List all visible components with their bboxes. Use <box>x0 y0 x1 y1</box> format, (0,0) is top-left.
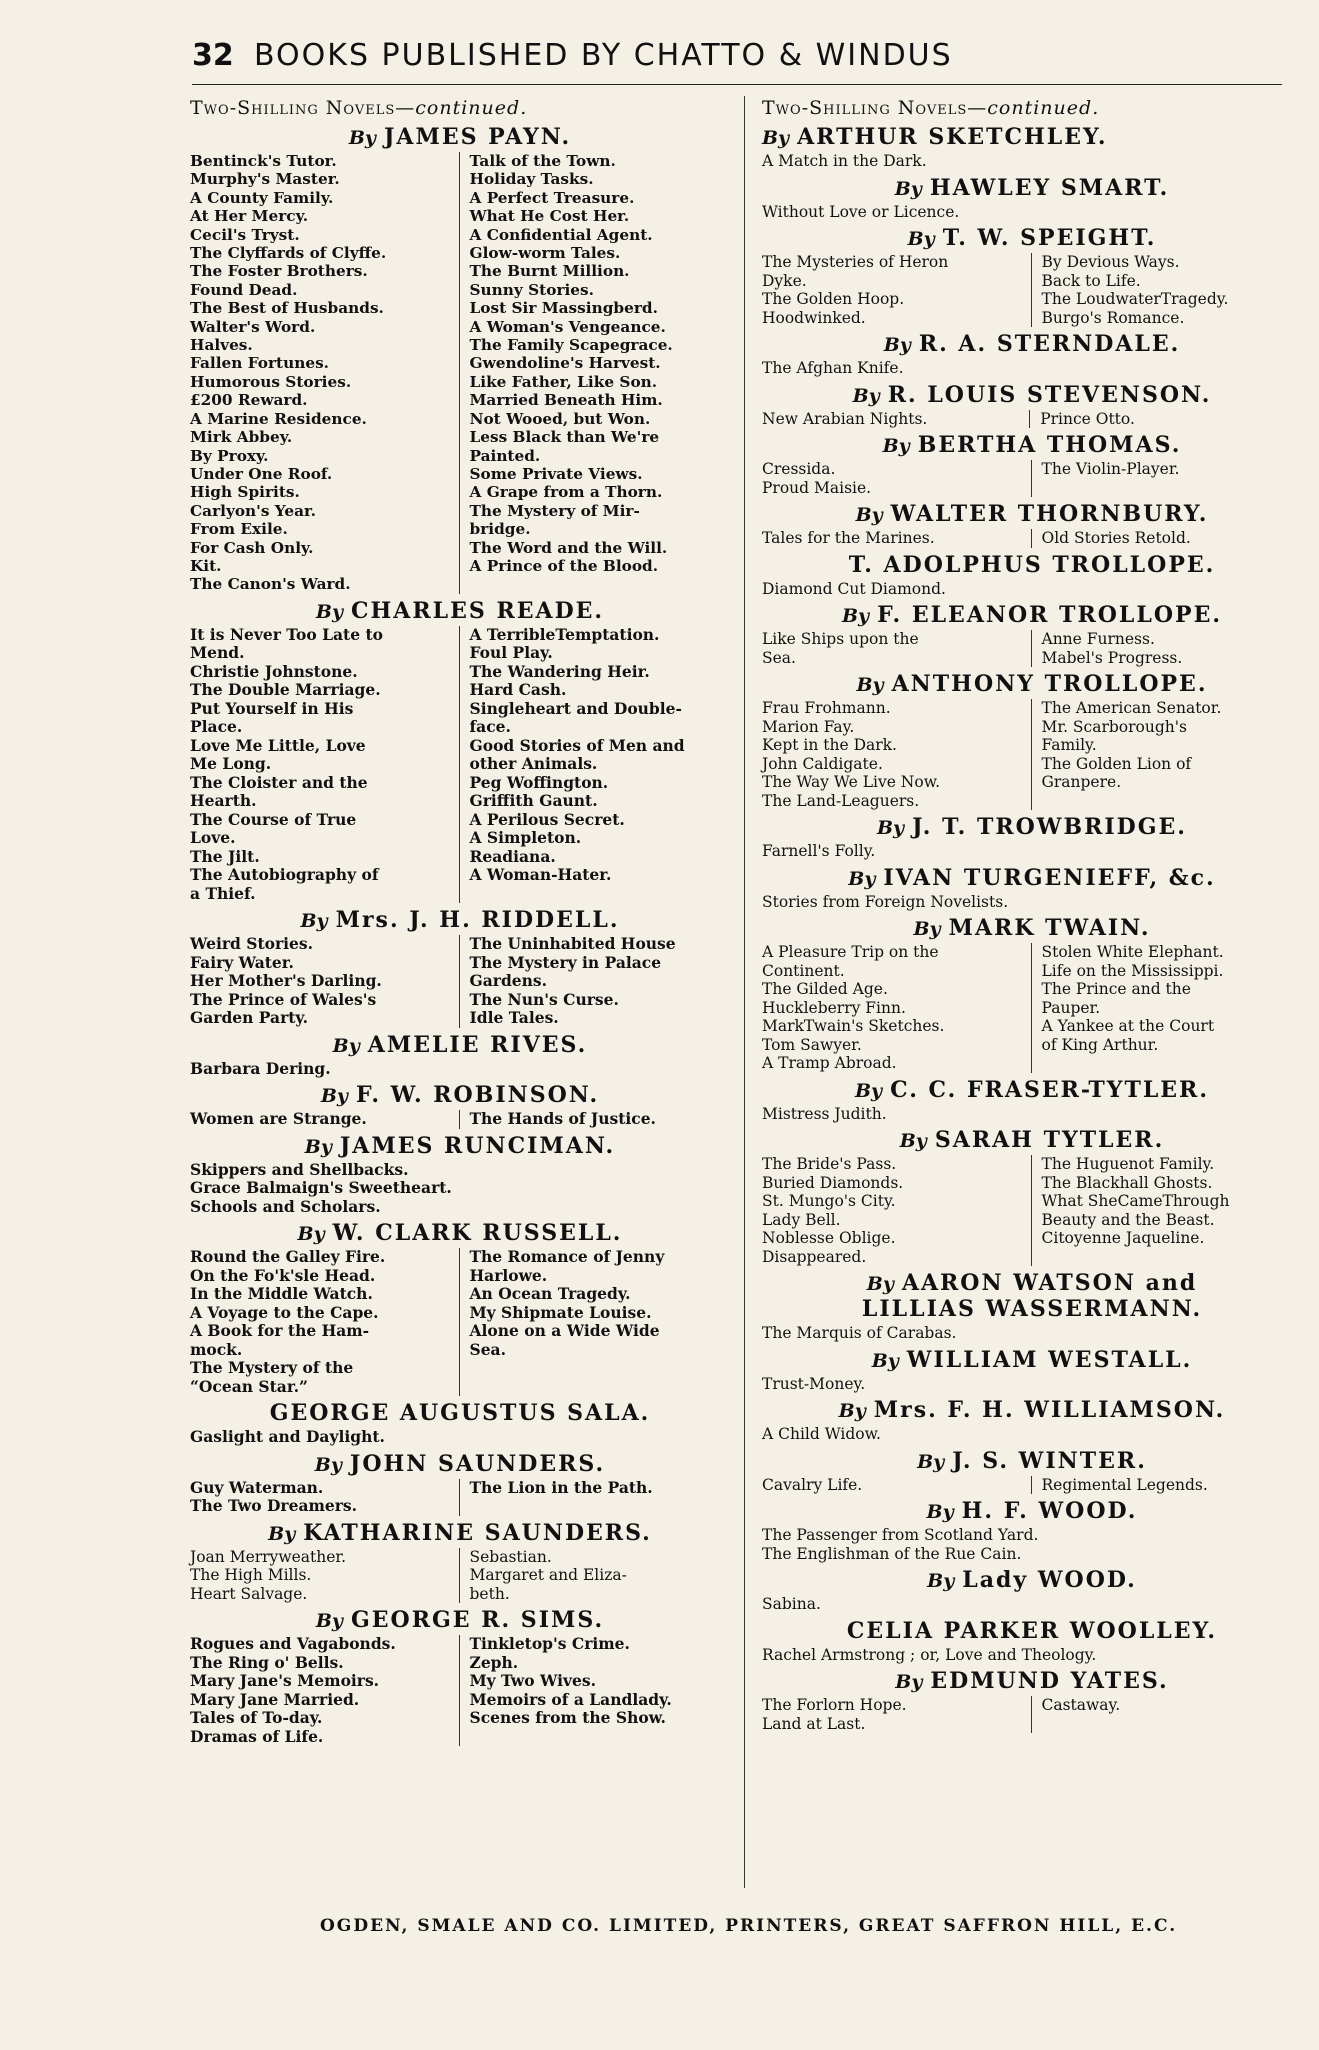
title-list <box>762 842 1302 861</box>
book-title: Fairy Water. <box>190 952 294 972</box>
author-heading: By F. W. ROBINSON. <box>320 1082 600 1109</box>
book-title: The Golden Lion of Granpere. <box>1041 754 1192 791</box>
book-title: The Wandering Heir. <box>469 661 650 681</box>
book-title: Sunny Stories. <box>469 280 594 299</box>
book-title: Griffith Gaunt. <box>469 791 598 811</box>
book-title: Walter's Word. <box>190 317 316 336</box>
book-title: For Cash Only. <box>190 538 314 557</box>
book-title: The Mystery in Palace Gardens. <box>469 952 662 991</box>
title-list <box>762 1425 1302 1444</box>
book-title: Proud Maisie. <box>762 478 872 497</box>
book-title: A Voyage to the Cape. <box>190 1302 379 1322</box>
book-title: Tinkletop's Crime. <box>469 1634 630 1654</box>
author-heading: By KATHARINE SAUNDERS. <box>268 1519 652 1546</box>
book-title: Women are Strange. <box>190 1109 367 1129</box>
title-list <box>762 1476 1302 1495</box>
book-title: Mirk Abbey. <box>190 428 293 447</box>
book-title: Rachel Armstrong ; or, Love and Theology. <box>762 1645 1097 1664</box>
title-list <box>762 1696 1302 1733</box>
book-title: Dramas of Life. <box>190 1726 324 1746</box>
book-title: The Violin-Player. <box>1041 460 1180 478</box>
book-title: Christie Johnstone. <box>190 661 358 681</box>
book-title: Gaslight and Daylight. <box>190 1427 385 1447</box>
book-title: A Grape from a Thorn. <box>469 483 663 502</box>
book-title: Hoodwinked. <box>762 308 866 327</box>
book-title: A Book for the Ham- mock. <box>190 1321 370 1359</box>
book-title: The Burnt Million. <box>469 262 630 281</box>
book-title: The Blackhall Ghosts. <box>1041 1173 1213 1192</box>
printer-imprint: OGDEN, SMALE AND CO. LIMITED, PRINTERS, GREAT SAFFRON HILL, E.C. <box>320 1916 1178 1936</box>
title-list <box>762 1375 1302 1394</box>
book-title: A Match in the Dark. <box>762 152 927 170</box>
book-title: The LoudwaterTragedy. <box>1041 290 1229 308</box>
title-list <box>190 1635 730 1746</box>
author-heading: By F. ELEANOR TROLLOPE. <box>841 602 1222 628</box>
book-title: The Englishman of the Rue Cain. <box>762 1544 1022 1563</box>
author-heading: LILLIAS WASSERMANN. <box>861 1296 1203 1322</box>
book-title: The Cloister and the Hearth. <box>190 772 368 811</box>
book-title: The Romance of Jenny Harlowe. <box>469 1247 665 1285</box>
page-number: 32 <box>192 38 234 73</box>
book-title: Heart Salvage. <box>190 1584 308 1603</box>
book-title: John Caldigate. <box>762 754 883 773</box>
book-title: Under One Roof. <box>190 464 333 483</box>
book-title: Stories from Foreign Novelists. <box>762 892 1009 911</box>
author-heading: By JOHN SAUNDERS. <box>314 1450 606 1477</box>
book-title: Joan Merryweather. <box>190 1547 347 1566</box>
title-list <box>190 1248 730 1396</box>
title-list <box>762 203 1302 222</box>
left-column <box>190 96 730 1746</box>
author-heading: By Lady WOOD. <box>927 1567 1137 1593</box>
book-title: A Prince of the Blood. <box>469 556 659 575</box>
book-title: Lady Bell. <box>762 1210 841 1229</box>
book-title: The Canon's Ward. <box>190 575 351 594</box>
book-title: The Two Dreamers. <box>190 1496 358 1516</box>
book-title: Foul Play. <box>469 643 553 663</box>
book-title: Anne Furness. <box>1041 630 1155 648</box>
book-title: Found Dead. <box>190 280 298 299</box>
title-list <box>762 1105 1302 1124</box>
book-title: Idle Tales. <box>469 1008 559 1028</box>
book-title: From Exile. <box>190 520 288 539</box>
book-title: The Family Scapegrace. <box>469 336 673 355</box>
book-title: It is Never Too Late to Mend. <box>190 624 383 663</box>
book-title: The Best of Husbands. <box>190 299 384 318</box>
book-title: Carlyon's Year. <box>190 501 317 520</box>
author-heading: By Mrs. F. H. WILLIAMSON. <box>838 1397 1226 1423</box>
book-title: What He Cost Her. <box>469 207 630 226</box>
author-heading: By BERTHA THOMAS. <box>882 432 1182 458</box>
author-heading: By WALTER THORNBURY. <box>855 501 1209 527</box>
author-heading: By SARAH TYTLER. <box>899 1127 1165 1153</box>
title-list <box>762 580 1302 599</box>
book-title: Some Private Views. <box>469 464 643 483</box>
book-title: The Prince and the Pauper. <box>1041 980 1191 1017</box>
book-title: Less Black than We're Painted. <box>469 428 660 465</box>
book-title: Love Me Little, Love Me Long. <box>190 735 366 774</box>
book-title: A Confidential Agent. <box>469 225 653 244</box>
book-title: Skippers and Shellbacks. <box>190 1159 409 1179</box>
author-heading: By R. A. STERNDALE. <box>883 331 1181 357</box>
book-title: The Foster Brothers. <box>190 262 368 281</box>
book-title: The Mystery of Mir- bridge. <box>469 501 640 539</box>
book-title: Noblesse Oblige. <box>762 1229 896 1247</box>
book-title: The Land-Leaguers. <box>762 791 920 810</box>
book-title: The Golden Hoop. <box>762 290 905 308</box>
book-title: The Lion in the Path. <box>469 1477 653 1497</box>
author-heading: T. ADOLPHUS TROLLOPE. <box>848 551 1216 578</box>
title-list <box>762 410 1302 429</box>
book-title: Murphy's Master. <box>190 170 340 189</box>
book-title: A Tramp Abroad. <box>762 1054 897 1072</box>
title-list <box>762 893 1302 912</box>
book-title: The Gilded Age. <box>762 980 888 998</box>
book-title: The Huguenot Family. <box>1041 1155 1215 1173</box>
author-heading: GEORGE AUGUSTUS SALA. <box>269 1400 651 1427</box>
title-list <box>190 152 730 594</box>
book-title: The American Senator. <box>1041 699 1222 717</box>
book-title: Talk of the Town. <box>469 152 616 170</box>
book-title: A County Family. <box>190 188 334 207</box>
book-title: The Marquis of Carabas. <box>762 1324 957 1342</box>
author-heading: By EDMUND YATES. <box>895 1668 1169 1694</box>
book-title: Bentinck's Tutor. <box>190 152 337 170</box>
author-heading: By JAMES RUNCIMAN. <box>304 1132 616 1159</box>
book-title: The Double Marriage. <box>190 680 381 700</box>
book-title: Buried Diamonds. <box>762 1173 904 1192</box>
author-heading: By Mrs. J. H. RIDDELL. <box>300 907 620 934</box>
book-title: The High Mills. <box>190 1566 312 1585</box>
book-title: Scenes from the Show. <box>469 1708 666 1728</box>
book-title: Land at Last. <box>762 1714 866 1733</box>
book-title: A Child Widow. <box>762 1425 881 1443</box>
book-title: Glow-worm Tales. <box>469 244 621 263</box>
book-title: Burgo's Romance. <box>1041 308 1185 327</box>
title-list <box>190 1428 730 1447</box>
author-heading: By CHARLES READE. <box>315 597 605 624</box>
book-title: The Afghan Knife. <box>762 359 904 377</box>
book-title: The Hands of Justice. <box>469 1109 656 1129</box>
title-list <box>762 529 1302 548</box>
author-heading: By C. C. FRASER-TYTLER. <box>854 1076 1210 1103</box>
book-title: Cecil's Tryst. <box>190 225 300 244</box>
book-title: Kit. <box>190 556 222 575</box>
book-title: The Passenger from Scotland Yard. <box>762 1526 1039 1544</box>
book-title: An Ocean Tragedy. <box>469 1284 631 1304</box>
book-title: MarkTwain's Sketches. <box>762 1017 945 1035</box>
book-title: On the Fo'k'sle Head. <box>190 1265 376 1285</box>
title-list <box>762 1324 1302 1343</box>
book-title: Humorous Stories. <box>190 372 352 391</box>
book-title: Readiana. <box>469 846 556 866</box>
book-title: Zeph. <box>469 1652 519 1672</box>
header-rule <box>192 84 1282 85</box>
book-title: A Yankee at the Court of King Arthur. <box>1041 1017 1215 1054</box>
section-heading: Two-Shilling Novels—continued. <box>190 97 528 119</box>
book-title: Tom Sawyer. <box>762 1035 862 1054</box>
book-title: St. Mungo's City. <box>762 1192 896 1210</box>
book-title: Grace Balmaign's Sweetheart. <box>190 1178 452 1198</box>
author-heading: By ARTHUR SKETCHLEY. <box>762 124 1108 150</box>
author-heading: By R. LOUIS STEVENSON. <box>852 381 1212 408</box>
author-heading: By J. S. WINTER. <box>917 1447 1147 1474</box>
title-list <box>762 943 1302 1073</box>
title-list <box>762 253 1302 327</box>
book-title: Her Mother's Darling. <box>190 971 382 991</box>
book-title: The Jilt. <box>190 846 260 866</box>
book-title: Holiday Tasks. <box>469 170 594 189</box>
book-title: A Simpleton. <box>469 828 582 848</box>
book-title: Mary Jane's Memoirs. <box>190 1671 380 1691</box>
book-title: Mr. Scarborough's Family. <box>1041 717 1187 754</box>
book-title: Margaret and Eliza- beth. <box>469 1566 627 1603</box>
book-title: Stolen White Elephant. <box>1041 943 1224 961</box>
book-title: High Spirits. <box>190 483 300 502</box>
book-title: Farnell's Folly. <box>762 842 876 860</box>
book-title: Castaway. <box>1041 1696 1121 1714</box>
book-title: The Bride's Pass. <box>762 1155 897 1173</box>
book-title: The Way We Live Now. <box>762 773 941 791</box>
book-title: Prince Otto. <box>1040 409 1135 428</box>
author-heading: CELIA PARKER WOOLLEY. <box>846 1617 1218 1644</box>
book-title: Regimental Legends. <box>1041 1475 1208 1494</box>
book-title: The Autobiography of a Thief. <box>190 865 379 903</box>
book-title: By Devious Ways. <box>1041 253 1180 271</box>
book-title: My Shipmate Louise. <box>469 1302 652 1322</box>
book-title: Barbara Dering. <box>190 1058 331 1078</box>
book-title: The Mystery of the “Ocean Star.” <box>190 1358 354 1396</box>
title-list <box>190 1479 730 1516</box>
book-title: The Uninhabited House <box>469 934 676 954</box>
book-title: The Clyffards of Clyffe. <box>190 244 387 263</box>
book-title: In the Middle Watch. <box>190 1284 373 1304</box>
author-heading: By MARK TWAIN. <box>913 915 1151 941</box>
book-title: Like Father, Like Son. <box>469 372 658 391</box>
book-title: Cavalry Life. <box>762 1475 863 1494</box>
book-title: Schools and Scholars. <box>190 1196 381 1216</box>
book-title: Marion Fay. <box>762 717 855 736</box>
book-title: The Forlorn Hope. <box>762 1696 907 1714</box>
book-title: Good Stories of Men and other Animals. <box>469 735 685 774</box>
book-title: Put Yourself in His Place. <box>190 698 354 737</box>
author-heading: By W. CLARK RUSSELL. <box>297 1220 623 1247</box>
book-title: Sabina. <box>762 1595 821 1613</box>
title-list <box>762 699 1302 810</box>
book-title: Halves. <box>190 336 253 355</box>
author-heading: By H. F. WOOD. <box>926 1498 1138 1524</box>
book-title: The Ring o' Bells. <box>190 1652 344 1672</box>
book-title: Round the Galley Fire. <box>190 1247 386 1267</box>
book-title: Memoirs of a Landlady. <box>469 1689 672 1709</box>
book-title: A TerribleTemptation. <box>469 624 660 644</box>
book-title: A Perfect Treasure. <box>469 188 635 207</box>
author-heading: By ANTHONY TROLLOPE. <box>856 671 1208 697</box>
title-list <box>190 935 730 1028</box>
book-title: Citoyenne Jaqueline. <box>1041 1229 1205 1247</box>
book-title: The Nun's Curse. <box>469 989 619 1009</box>
book-title: Married Beneath Him. <box>469 391 663 410</box>
book-title: By Proxy. <box>190 446 269 465</box>
book-title: Disappeared. <box>762 1247 867 1266</box>
book-title: Rogues and Vagabonds. <box>190 1634 396 1654</box>
book-title: Tales for the Marines. <box>762 529 935 547</box>
book-title: A Woman's Vengeance. <box>469 317 666 336</box>
author-heading: By J. T. TROWBRIDGE. <box>877 814 1187 840</box>
book-title: A Pleasure Trip on the Continent. <box>762 943 939 980</box>
book-title: Diamond Cut Diamond. <box>762 579 946 598</box>
title-list <box>762 152 1302 171</box>
title-list <box>190 626 730 904</box>
title-list <box>190 1161 730 1217</box>
book-title: The Mysteries of Heron Dyke. <box>762 253 949 290</box>
book-title: My Two Wives. <box>469 1671 596 1691</box>
book-title: The Word and the Will. <box>469 538 668 557</box>
right-column <box>762 96 1302 1733</box>
book-title: A Woman-Hater. <box>469 865 612 885</box>
author-heading: By IVAN TURGENIEFF, &c. <box>848 864 1216 891</box>
author-heading: By AMELIE RIVES. <box>332 1031 588 1058</box>
title-list <box>762 359 1302 378</box>
book-title: Back to Life. <box>1041 271 1141 290</box>
book-title: Fallen Fortunes. <box>190 354 330 373</box>
title-list <box>762 1595 1302 1614</box>
book-title: At Her Mercy. <box>190 207 309 226</box>
book-title: The Prince of Wales's Garden Party. <box>190 989 377 1028</box>
author-heading: By T. W. SPEIGHT. <box>907 225 1157 251</box>
book-title: The Course of True Love. <box>190 809 357 848</box>
author-heading: By HAWLEY SMART. <box>894 174 1170 201</box>
book-title: Mabel's Progress. <box>1041 648 1183 667</box>
column-divider <box>744 96 745 1888</box>
book-title: Not Wooed, but Won. <box>469 409 651 428</box>
book-title: New Arabian Nights. <box>762 409 928 428</box>
title-list <box>190 1548 730 1604</box>
book-title: Hard Cash. <box>469 680 567 700</box>
title-list <box>190 1060 730 1079</box>
book-title: Weird Stories. <box>190 934 314 954</box>
title-list <box>190 1110 730 1129</box>
book-title: Tales of To-day. <box>190 1708 323 1728</box>
book-title: Old Stories Retold. <box>1041 529 1191 547</box>
book-title: Frau Frohmann. <box>762 699 891 717</box>
book-title: Cressida. <box>762 460 836 478</box>
title-list <box>762 460 1302 497</box>
book-title: Gwendoline's Harvest. <box>469 354 661 373</box>
page-header <box>192 38 1282 78</box>
running-title: BOOKS PUBLISHED BY CHATTO & WINDUS <box>254 38 953 73</box>
book-title: Beauty and the Beast. <box>1041 1210 1215 1229</box>
book-title: £200 Reward. <box>190 391 308 410</box>
book-title: Peg Woffington. <box>469 772 609 792</box>
book-title: Huckleberry Finn. <box>762 998 906 1017</box>
book-title: Singleheart and Double- face. <box>469 698 682 737</box>
book-title: A Marine Residence. <box>190 409 367 428</box>
title-list <box>762 1155 1302 1266</box>
title-list <box>762 630 1302 667</box>
book-title: Without Love or Licence. <box>762 202 960 221</box>
title-list <box>762 1646 1302 1665</box>
book-title: Guy Waterman. <box>190 1477 324 1497</box>
author-heading: By GEORGE R. SIMS. <box>315 1607 605 1634</box>
book-title: Sebastian. <box>469 1547 552 1566</box>
book-title: A Perilous Secret. <box>469 809 625 829</box>
book-title: Mary Jane Married. <box>190 1689 360 1709</box>
title-list <box>762 1526 1302 1563</box>
author-heading: By JAMES PAYN. <box>348 124 572 150</box>
book-title: What SheCameThrough <box>1041 1192 1230 1210</box>
book-title: Kept in the Dark. <box>762 736 897 754</box>
book-title: Lost Sir Massingberd. <box>469 299 658 318</box>
section-heading: Two-Shilling Novels—continued. <box>762 97 1100 119</box>
author-heading: By AARON WATSON and <box>866 1270 1198 1296</box>
book-title: Mistress Judith. <box>762 1104 887 1123</box>
book-title: Alone on a Wide Wide Sea. <box>469 1321 660 1359</box>
book-title: Like Ships upon the Sea. <box>762 630 919 667</box>
author-heading: By WILLIAM WESTALL. <box>871 1346 1193 1373</box>
book-title: Trust-Money. <box>762 1374 866 1393</box>
book-title: Life on the Mississippi. <box>1041 961 1224 980</box>
